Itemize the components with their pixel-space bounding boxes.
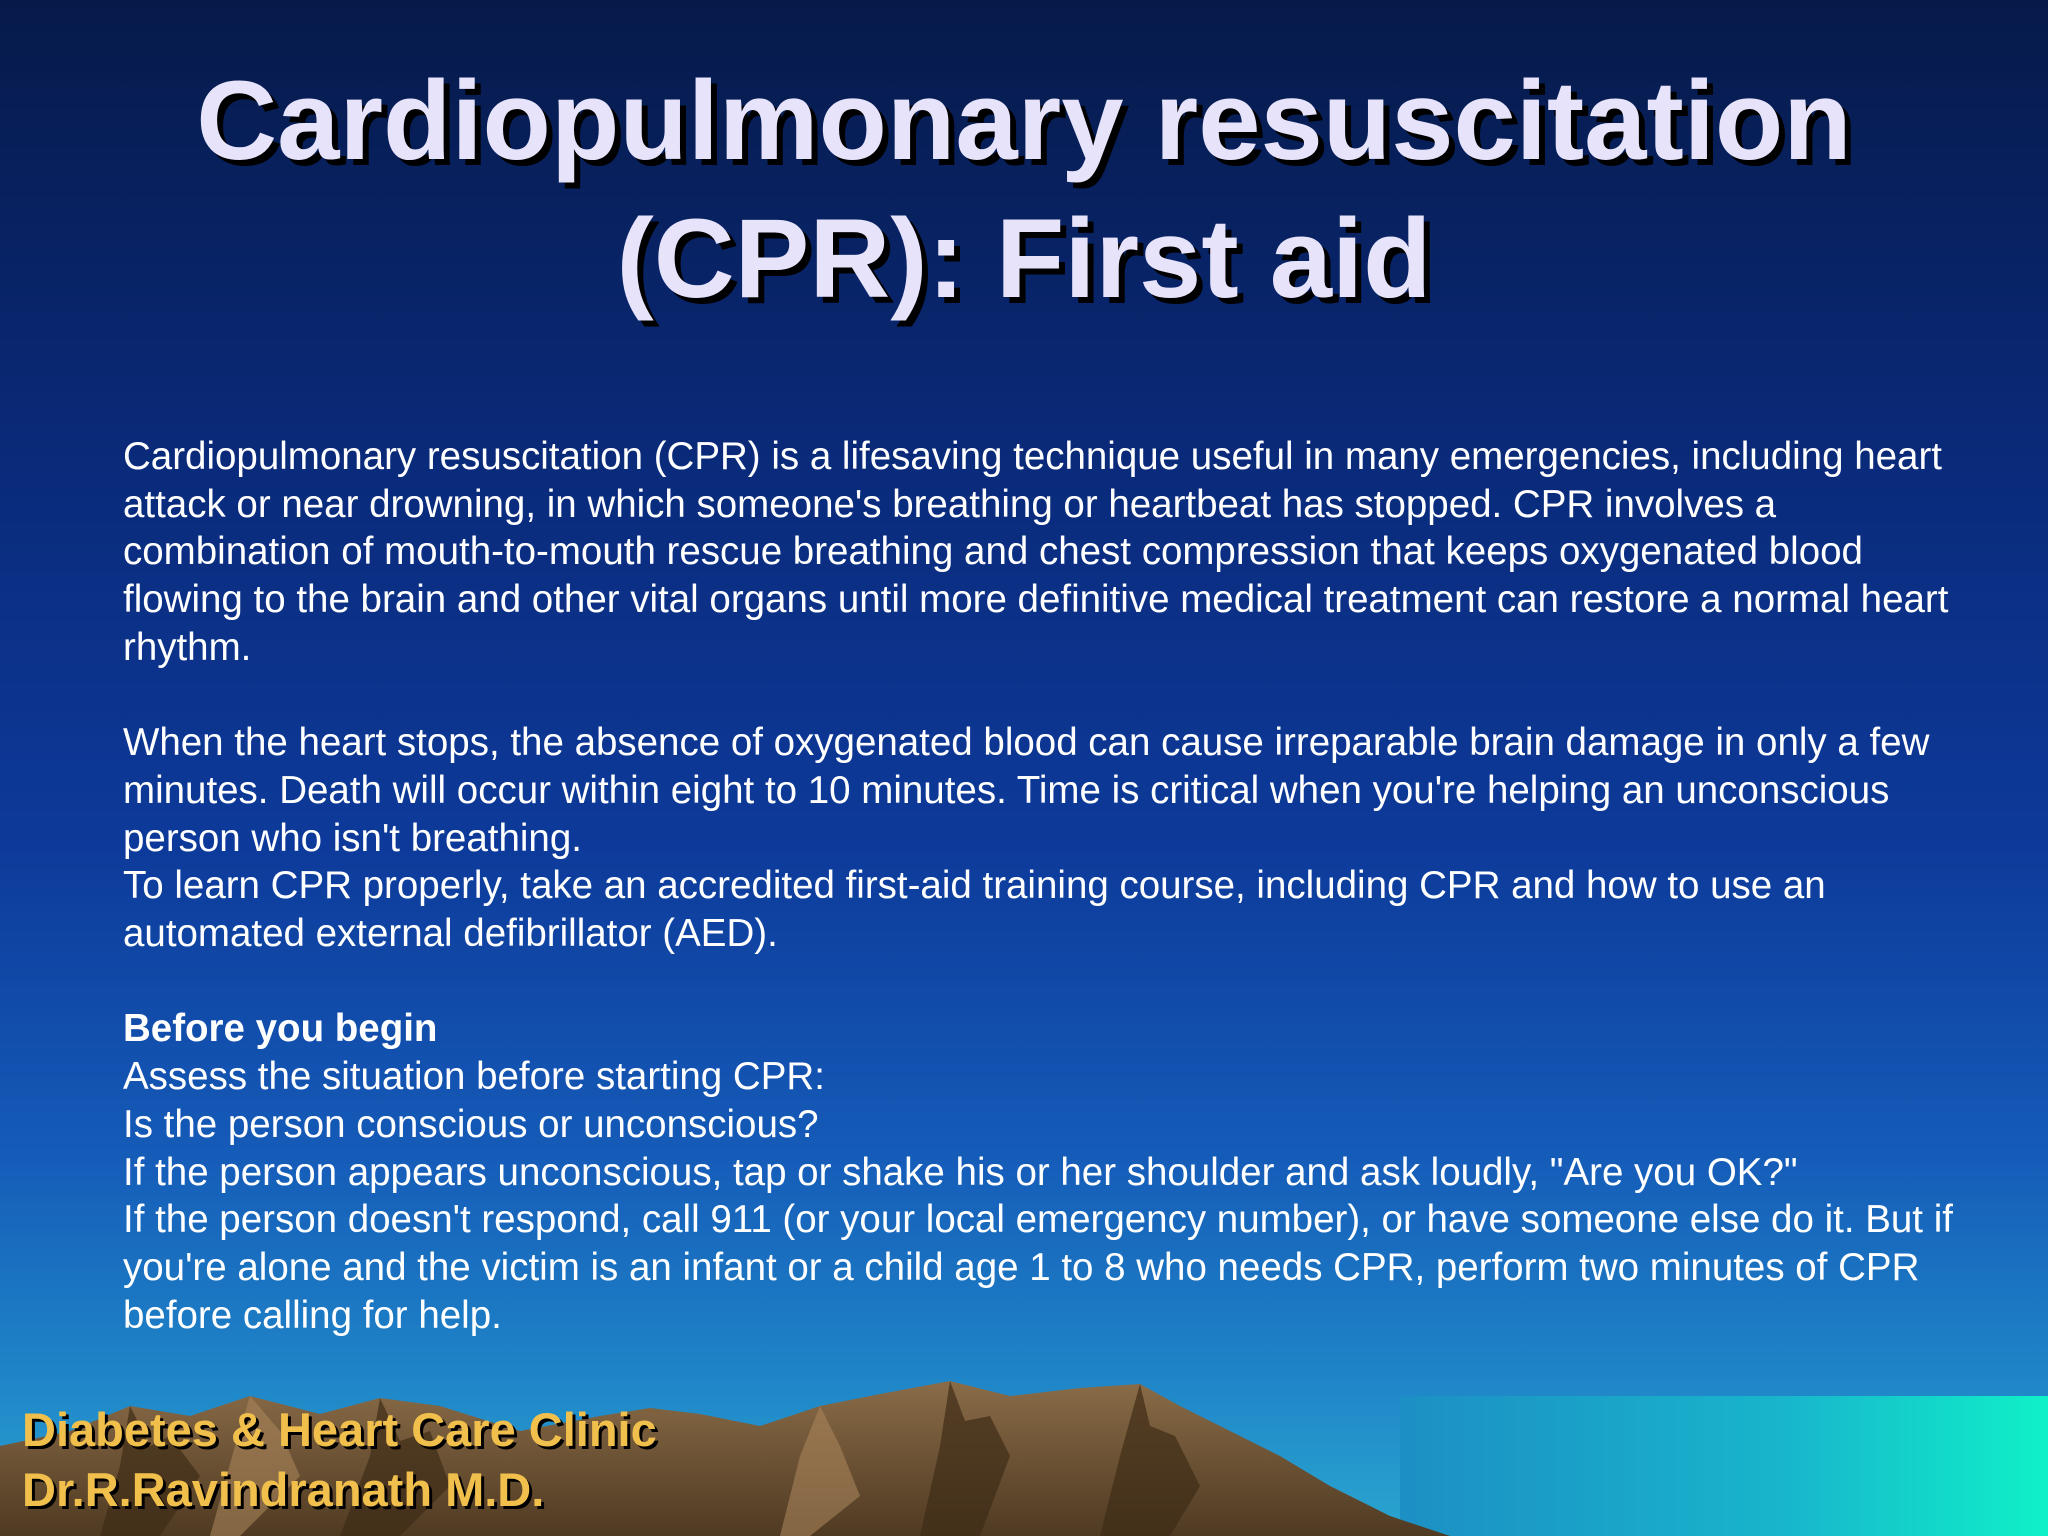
body-line-2: Is the person conscious or unconscious? xyxy=(123,1102,819,1146)
paragraph-3: To learn CPR properly, take an accredited first-aid training course, including CPR and how to use an automated external defibrillator (AED). xyxy=(123,864,1826,956)
spacer xyxy=(123,672,1953,720)
body-line-3: If the person appears unconscious, tap or shake his or her shoulder and ask loudly, "Are you OK?" xyxy=(123,1150,1798,1194)
slide-body xyxy=(123,433,1953,1339)
section-heading: Before you begin xyxy=(123,1007,438,1051)
doctor-name: Dr.R.Ravindranath M.D. xyxy=(22,1463,545,1516)
body-line-4: If the person doesn't respond, call 911 (or your local emergency number), or have someone else do it. But if you're alone and the victim is an infant or a child age 1 to 8 who needs CPR, perform two minutes of CPR before calling for help. xyxy=(123,1198,1953,1337)
paragraph-2: When the heart stops, the absence of oxygenated blood can cause irreparable brain damage in only a few minutes. Death will occur within eight to 10 minutes. Time is critical when you're helping an unconscious person who isn't breathing. xyxy=(123,721,1930,860)
clinic-name: Diabetes & Heart Care Clinic xyxy=(22,1403,657,1456)
title-line-1: Cardiopulmonary resuscitation xyxy=(196,58,1852,183)
water xyxy=(1400,1396,2048,1536)
title-line-2: (CPR): First aid xyxy=(616,196,1432,321)
slide-title xyxy=(80,52,1968,328)
footer xyxy=(22,1400,657,1520)
spacer xyxy=(123,958,1953,1006)
paragraph-1: Cardiopulmonary resuscitation (CPR) is a lifesaving technique useful in many emergencies, including heart attack or near drowning, in which someone's breathing or heartbeat has stopped. CPR involves a combination of mouth-to-mouth rescue breathing and chest compression that keeps oxygenated blood flowing to the brain and other vital organs until more definitive medical treatment can restore a normal heart rhythm. xyxy=(123,435,1949,669)
body-line-1: Assess the situation before starting CPR: xyxy=(123,1055,825,1099)
